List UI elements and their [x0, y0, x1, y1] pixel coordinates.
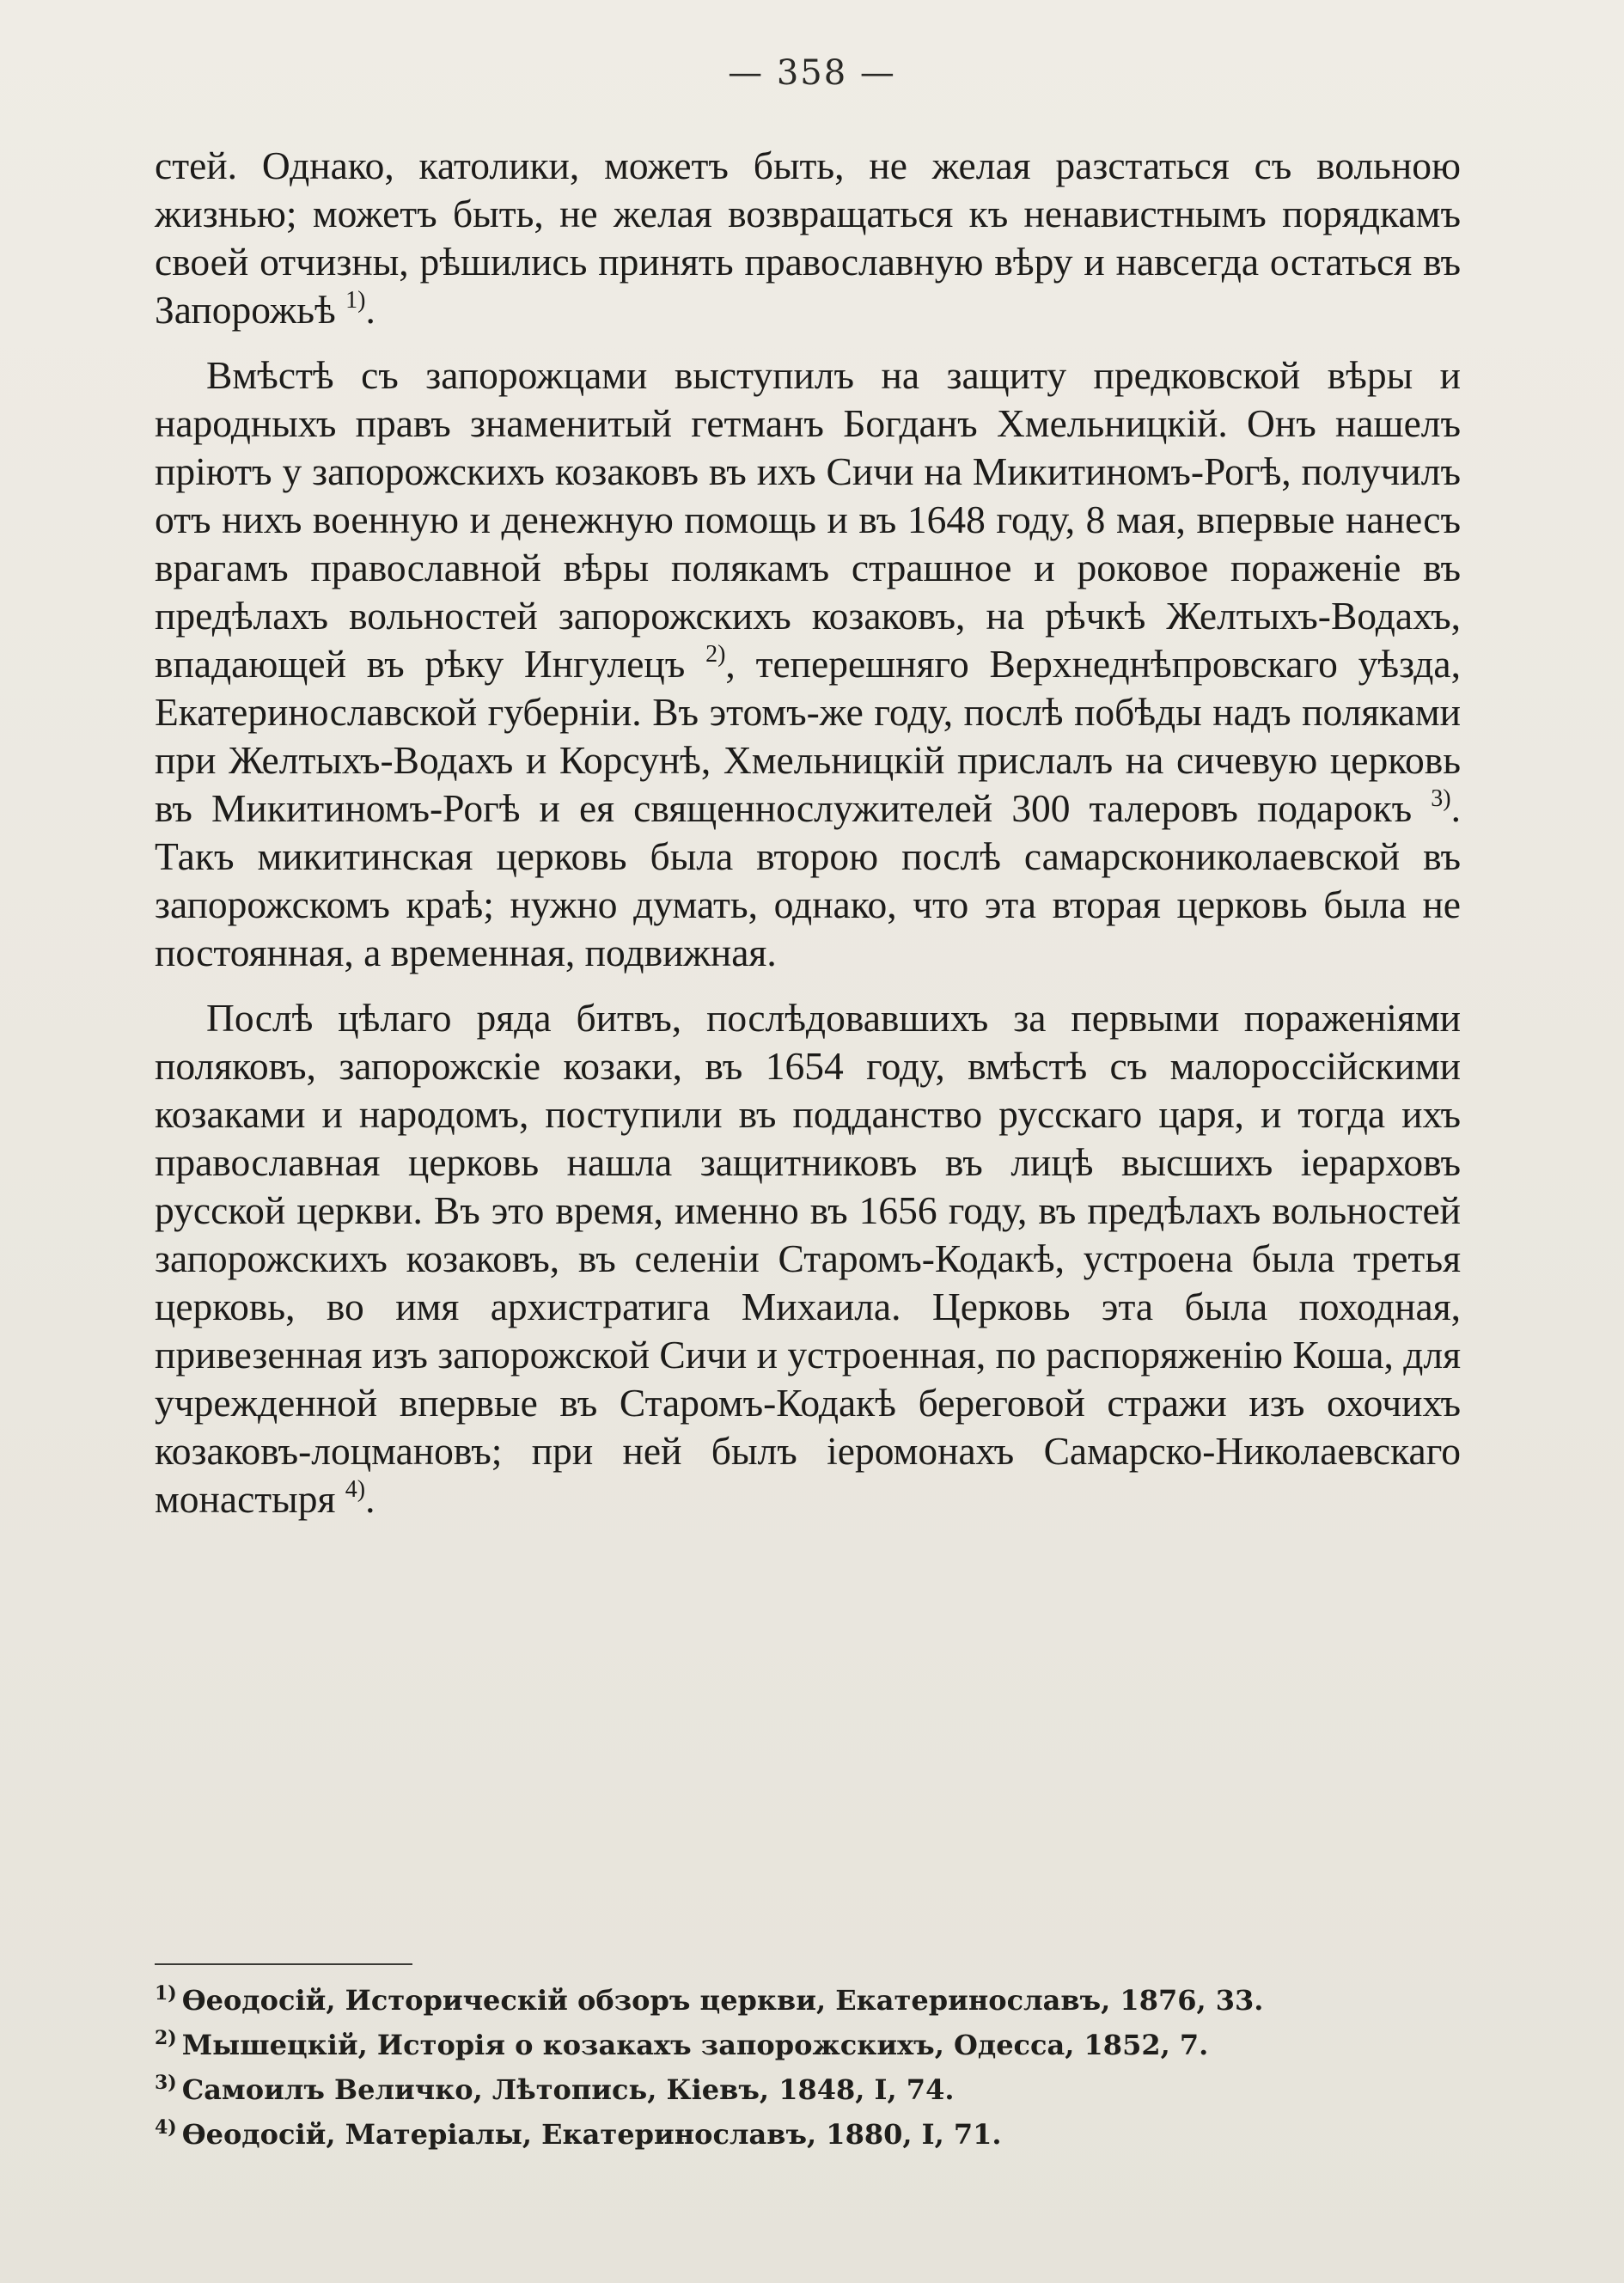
paragraph-text: . Такъ микитинская церковь была второю послѣ самарскониколаевской въ запорожскомъ краѣ; нужно думать, однако, что эта вторая церковь была не постоянная, а временная, подвижная.	[155, 786, 1461, 974]
footnotes	[155, 1978, 1461, 2157]
footnote-ref: 2)	[705, 641, 726, 668]
page-number: — 358 —	[728, 53, 896, 93]
footnote-3	[155, 2067, 1461, 2112]
main-text	[155, 142, 1461, 1541]
footnote-1	[155, 1978, 1461, 2023]
footnote-text: Ѳеодосій, Матеріалы, Екатеринославъ, 1880, I, 71.	[181, 2118, 1002, 2151]
footnote-ref: 3)	[1431, 785, 1451, 812]
footnote-mark: 3)	[155, 2072, 177, 2094]
paragraph-1	[155, 142, 1461, 334]
footnote-ref: 1)	[345, 287, 366, 314]
paragraph-3	[155, 994, 1461, 1523]
footnote-mark: 4)	[155, 2116, 177, 2139]
footnote-divider	[155, 1963, 412, 1965]
paragraph-text: стей. Однако, католики, можетъ быть, не желая разстаться съ вольною жизнью; можетъ быть, не желая возвращаться къ ненавистнымъ порядкамъ своей отчизны, рѣшились принять православную вѣру и навсегда остаться въ Запорожьѣ	[155, 143, 1461, 332]
footnote-mark: 2)	[155, 2027, 177, 2049]
paragraph-tail: .	[365, 288, 375, 332]
footnote-text: Самоилъ Величко, Лѣтопись, Кіевъ, 1848, I, 74.	[181, 2073, 955, 2106]
footnote-mark: 1)	[155, 1982, 177, 2005]
paragraph-text: Вмѣстѣ съ запорожцами выступилъ на защиту предковской вѣры и народныхъ правъ знаменитый гетманъ Богданъ Хмельницкій. Онъ нашелъ пріютъ у запорожскихъ козаковъ въ ихъ Сичи на Микитиномъ-Рогѣ, получилъ отъ нихъ военную и денежную помощь и въ 1648 году, 8 мая, впервые нанесъ врагамъ православной вѣры полякамъ страшное и роковое пораженіе въ предѣлахъ вольностей запорожскихъ козаковъ, на рѣчкѣ Желтыхъ-Водахъ, впадающей въ рѣку Ингулецъ	[155, 353, 1461, 686]
paragraph-text: Послѣ цѣлаго ряда битвъ, послѣдовавшихъ за первыми пораженіями поляковъ, запорожскіе козаки, въ 1654 году, вмѣстѣ съ малороссійскими козаками и народомъ, поступили въ подданство русскаго царя, и тогда ихъ православная церковь нашла защитниковъ въ лицѣ высшихъ іерарховъ русской церкви. Въ это время, именно въ 1656 году, въ предѣлахъ вольностей запорожскихъ козаковъ, въ селеніи Старомъ-Кодакѣ, устроена была третья церковь, во имя архистратига Михаила. Церковь эта была походная, привезенная изъ запорожской Сичи и устроенная, по распоряженію Коша, для учрежденной впервые въ Старомъ-Кодакѣ береговой стражи изъ охочихъ козаковъ-лоцмановъ; при ней былъ іеромонахъ Самарско-Николаевскаго монастыря	[155, 996, 1461, 1521]
footnote-ref: 4)	[345, 1476, 366, 1503]
paragraph-tail: .	[365, 1477, 375, 1521]
footnote-text: Ѳеодосій, Историческій обзоръ церкви, Екатеринославъ, 1876, 33.	[181, 1984, 1264, 2017]
footnote-4	[155, 2112, 1461, 2157]
footnote-text: Мышецкій, Исторія о козакахъ запорожскихъ, Одесса, 1852, 7.	[181, 2029, 1209, 2061]
paragraph-text: , теперешняго Верхнеднѣпровскаго уѣзда, Екатеринославской губерніи. Въ этомъ-же году, послѣ побѣды надъ поляками при Желтыхъ-Водахъ и Корсунѣ, Хмельницкій прислалъ на сичевую церковь въ Микитиномъ-Рогѣ и ея священнослужителей 300 талеровъ подарокъ	[155, 642, 1461, 830]
paragraph-2	[155, 351, 1461, 977]
footnote-2	[155, 2023, 1461, 2067]
